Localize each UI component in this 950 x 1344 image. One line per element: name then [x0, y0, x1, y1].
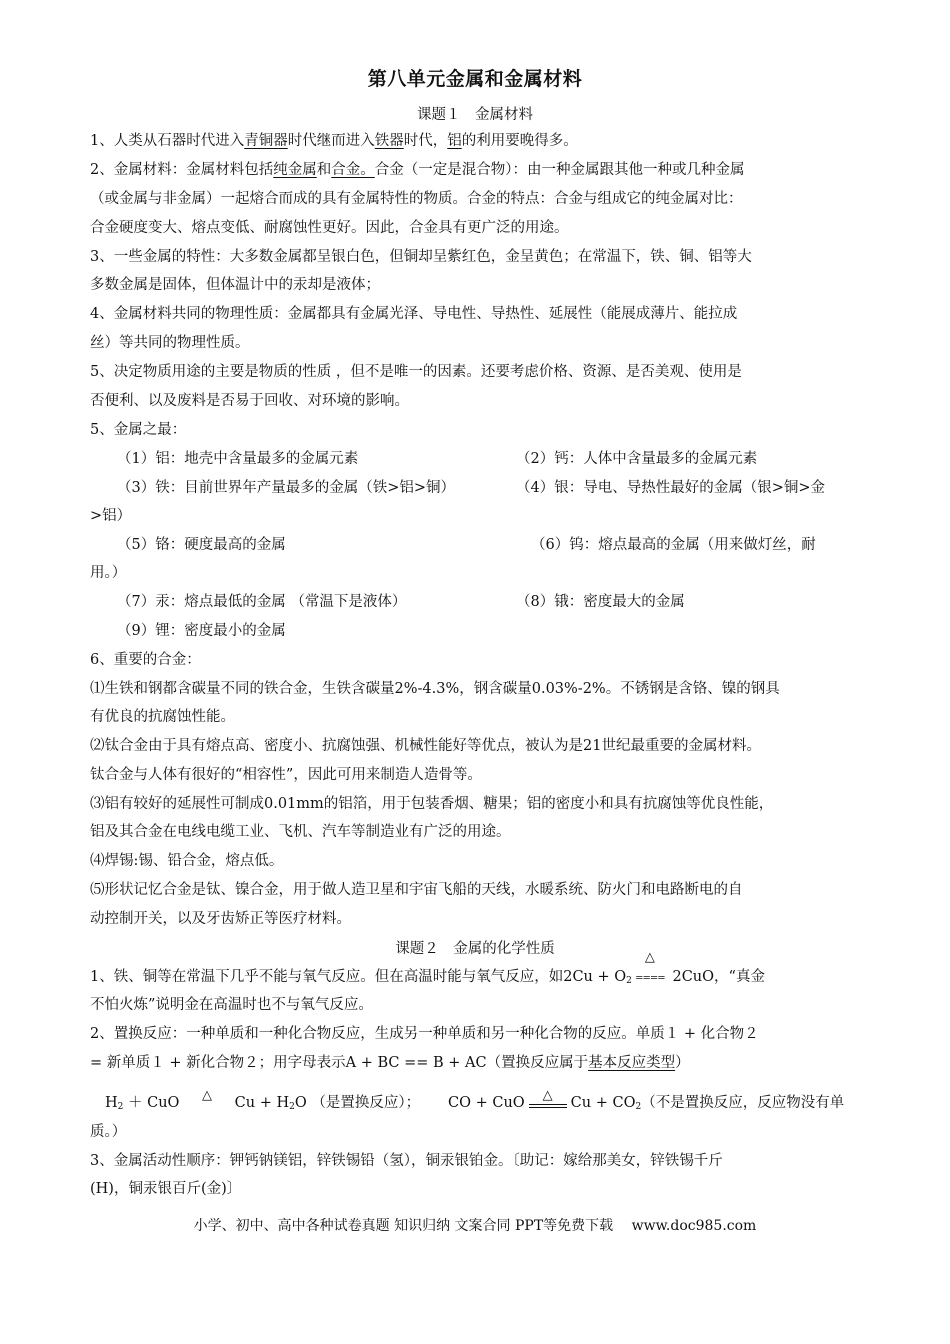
alloy-4: ⑷焊锡:锡、铅合金，熔点低。	[90, 853, 284, 869]
heat-arrow-1: △	[202, 1088, 213, 1103]
superlative-item-9: （9）锂：密度最小的金属	[117, 623, 286, 639]
l1-paragraph-5-line1: 5、决定物质用途的主要是物质的性质 ，但不是唯一的因素。还要考虑价格、资源、是否美观、使用是	[90, 364, 742, 380]
l1-paragraph-3-line2: 多数金属是固体，但体温计中的汞却是液体；	[90, 277, 380, 293]
alloy-1-line2: 有优良的抗腐蚀性能。	[90, 709, 235, 725]
alloy-2-line2: 钛合金与人体有很好的“相容性”，因此可用来制造人造骨等。	[90, 767, 482, 783]
alloy-1-line1: ⑴生铁和钢都含碳量不同的铁合金，生铁含碳量2%-4.3%，钢含碳量0.03%-2%。不锈钢是含铬、镍的钢具	[90, 681, 780, 697]
lesson2-heading: 课题２ 金属的化学性质	[395, 941, 555, 957]
superlative-item-5: （5）铬：硬度最高的金属	[117, 537, 286, 553]
lesson1-heading: 课题１ 金属材料	[417, 107, 533, 123]
superlative-item-4-cont: >铝）	[90, 508, 132, 524]
l1-paragraph-4-line2: 丝）等共同的物理性质。	[90, 335, 250, 351]
superlative-item-8: （8）锇：密度最大的金属	[516, 594, 685, 610]
l1-paragraph-3-line1: 3、一些金属的特性：大多数金属都呈银白色，但铜却呈紫红色，金呈黄色；在常温下，铁、铜、铝等大	[90, 249, 752, 265]
l1-paragraph-2-line3: 合金硬度变大、熔点变低、耐腐蚀性更好。因此，合金具有更广泛的用途。	[90, 220, 569, 236]
l2-paragraph-2-line1: 2、置换反应：一种单质和一种化合物反应，生成另一种单质和另一种化合物的反应。单质１ + 化合物２	[90, 1026, 759, 1042]
heat-arrow-2: △	[525, 1096, 571, 1110]
l2-paragraph-3-line2: (H)，铜汞银百斤(金)〕	[90, 1181, 242, 1197]
superlative-item-3: （3）铁：目前世界年产量最多的金属（铁>铝>铜）	[117, 480, 456, 496]
superlative-item-6-cont: 用。）	[90, 565, 127, 581]
superlative-item-1: （1）铝：地壳中含量最多的金属元素	[117, 451, 359, 467]
alloy-3-line1: ⑶铝有较好的延展性可制成0.01mm的铝箔，用于包装香烟、糖果；铝的密度小和具有抗腐蚀等优良性能，	[90, 796, 774, 812]
page-title: 第八单元金属和金属材料	[367, 68, 583, 90]
equation-h2-cuo: $H_2$ ＋ CuO △ $Cu + H_2O$ （是置换反应）；	[105, 1088, 421, 1112]
superlative-item-4: （4）银：导电、导热性最好的金属（银>铜>金	[516, 480, 826, 496]
alloys-heading: 6、重要的合金：	[90, 652, 201, 668]
l2-paragraph-2-line4: 质。）	[90, 1124, 127, 1140]
l1-paragraph-2-line2: （或金属与非金属）一起熔合而成的具有金属特性的物质。合金的特点：合金与组成它的纯金属对比：	[90, 191, 743, 207]
superlative-item-2: （2）钙：人体中含量最多的金属元素	[516, 451, 758, 467]
alloy-3-line2: 铝及其合金在电线电缆工业、飞机、汽车等制造业有广泛的用途。	[90, 824, 511, 840]
heating-condition-symbol: △ ====	[635, 950, 665, 984]
alloy-5-line1: ⑸形状记忆合金是钛、镍合金，用于做人造卫星和宇宙飞船的天线，水暖系统、防火门和电路断电的自	[90, 882, 743, 898]
l1-paragraph-4-line1: 4、金属材料共同的物理性质：金属都具有金属光泽、导电性、导热性、延展性（能展成薄片、能拉成	[90, 306, 738, 322]
page-footer: 小学、初中、高中各种试卷真题 知识归纳 文案合同 PPT等免费下载 www.doc985.com	[193, 1218, 757, 1234]
equation-co-cuo: CO + CuO △ $Cu + CO_2$（不是置换反应，反应物没有单	[448, 1088, 845, 1112]
l1-paragraph-1: 1、人类从石器时代进入青铜器时代继而进入铁器时代，铝的利用要晚得多。	[90, 133, 578, 149]
alloy-5-line2: 动控制开关，以及牙齿矫正等医疗材料。	[90, 911, 351, 927]
l2-paragraph-1-line1: 1、铁、铜等在常温下几乎不能与氧气反应。但在高温时能与氧气反应，如$2Cu + O_2$ △ ==== 2CuO，“真金	[90, 967, 765, 991]
alloy-2-line1: ⑵钛合金由于具有熔点高、密度小、抗腐蚀强、机械性能好等优点，被认为是21世纪最重要的金属材料。	[90, 738, 761, 754]
l2-paragraph-3-line1: 3、金属活动性顺序：钾钙钠镁铝，锌铁锡铅（氢），铜汞银铂金。〔助记：嫁给那美女，锌铁锡千斤	[90, 1153, 723, 1169]
superlative-item-7: （7）汞：熔点最低的金属 （常温下是液体）	[117, 594, 407, 610]
l2-paragraph-2-line2: = 新单质１ + 新化合物２；用字母表示A + BC == B + AC（置换反应属于基本反应类型）	[90, 1055, 690, 1071]
l2-paragraph-1-line2: 不怕火炼”说明金在高温时也不与氧气反应。	[90, 997, 373, 1013]
l1-paragraph-5-line2: 否便利、以及废料是否易于回收、对环境的影响。	[90, 393, 409, 409]
superlative-item-6: （6）钨：熔点最高的金属（用来做灯丝，耐	[531, 537, 816, 553]
l1-paragraph-2-line1: 2、金属材料：金属材料包括纯金属和合金。合金（一定是混合物）：由一种金属跟其他一种或几种金属	[90, 162, 745, 178]
superlatives-heading: 5、金属之最：	[90, 422, 187, 438]
